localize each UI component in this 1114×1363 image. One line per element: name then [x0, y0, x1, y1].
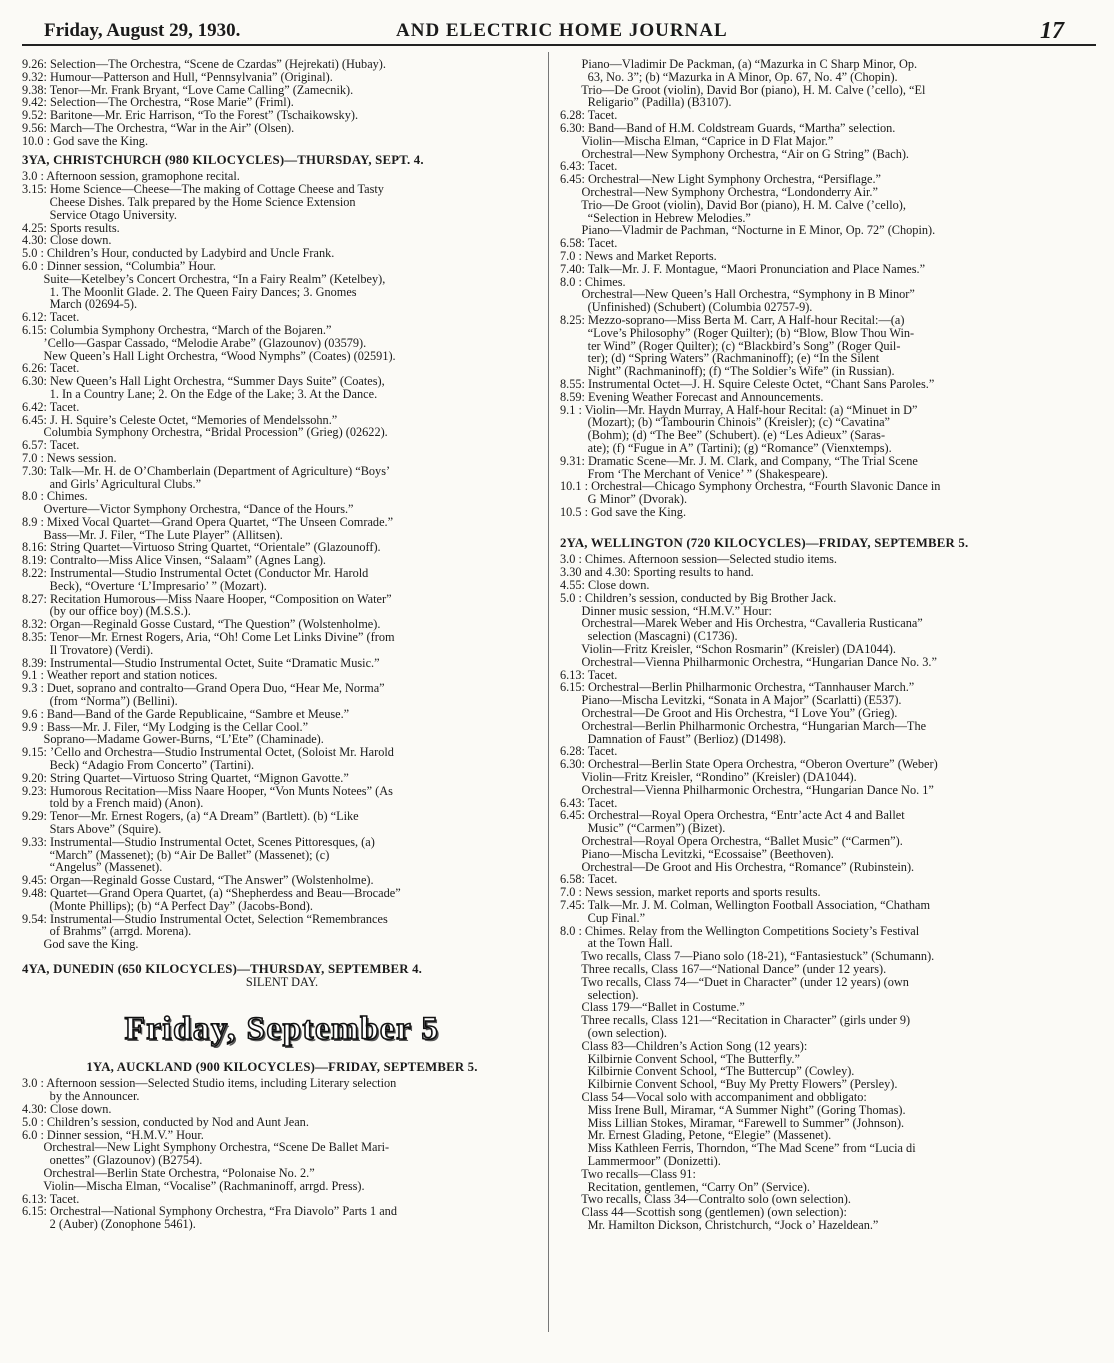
program-line: Bass—Mr. J. Filer, “The Lute Player” (Allitsen). — [22, 527, 283, 542]
program-line: Orchestral—Berlin State Orchestra, “Polonaise No. 2.” — [22, 1165, 315, 1180]
program-line: (by our office boy) (M.S.S.). — [22, 604, 191, 619]
program-line: 9.26: Selection—The Orchestra, “Scene de Czardas” (Hejrekati) (Hubay). — [22, 57, 386, 71]
program-line: Orchestral—Berlin Philharmonic Orchestra, “Hungarian March—The — [560, 718, 927, 733]
program-line: 8.55: Instrumental Octet—J. H. Squire Celeste Octet, “Chant Sans Paroles.” — [560, 376, 935, 391]
program-line: 4.30: Close down. — [22, 1101, 112, 1116]
program-line: 9.42: Selection—The Orchestra, “Rose Marie” (Friml). — [22, 95, 294, 110]
program-line: 9.20: String Quartet—Virtuoso String Quartet, “Mignon Gavotte.” — [22, 770, 349, 785]
program-line: Two recalls—Class 91: — [560, 1166, 696, 1181]
program-line: 6.30: Band—Band of H.M. Coldstream Guards, “Martha” selection. — [560, 120, 896, 135]
program-line: Orchestral—Marek Weber and His Orchestra, “Cavalleria Rusticana” — [560, 616, 923, 631]
program-line: 4.25: Sports results. — [22, 220, 120, 235]
header-date: Friday, August 29, 1930. — [44, 20, 241, 41]
program-line: Orchestral—Vienna Philharmonic Orchestra, “Hungarian Dance No. 3.” — [560, 654, 937, 669]
program-line: Piano—Vladmir de Pachman, “Nocturne in E Minor, Op. 72” (Chopin). — [560, 223, 936, 238]
program-line: 3.0 : Afternoon session—Selected Studio items, including Literary selection — [22, 1076, 397, 1091]
program-line: “Angelus” (Massenet). — [22, 860, 163, 875]
program-line: Class 54—Vocal solo with accompaniment and obbligato: — [560, 1089, 867, 1104]
program-line: Violin—Fritz Kreisler, “Rondino” (Kreisler) (DA1044). — [560, 770, 857, 785]
program-line: Soprano—Madame Gower-Burns, “L’Ete” (Chaminade). — [22, 732, 324, 747]
program-line: Two recalls, Class 34—Contralto solo (own selection). — [560, 1192, 851, 1207]
program-line: 1. The Moonlit Glade. 2. The Queen Fairy Dances; 3. Gnomes — [22, 284, 357, 299]
program-line: 9.48: Quartet—Grand Opera Quartet, (a) “Shepherdess and Beau—Brocade” — [22, 886, 401, 900]
program-line: 6.12: Tacet. — [22, 310, 80, 325]
program-line: (from “Norma”) (Bellini). — [22, 694, 178, 709]
left-column — [22, 58, 542, 1231]
program-line: ate); (f) “Fugue in A” (Tartini); (g) “Romance” (Vienxtemps). — [560, 440, 892, 455]
program-line: Columbia Symphony Orchestra, “Bridal Procession” (Grieg) (02622). — [22, 425, 388, 440]
program-block-3ya-thursday — [22, 170, 542, 951]
program-line: and Girls’ Agricultural Clubs.” — [22, 476, 202, 491]
header-journal-title: AND ELECTRIC HOME JOURNAL — [396, 20, 728, 41]
program-line: (Monte Phillips); (b) “A Perfect Day” (Jacobs-Bond). — [22, 898, 313, 913]
program-line: Trio—De Groot (violin), David Bor (piano), H. M. Calve (’cello), “El — [560, 82, 926, 97]
program-line: Miss Lillian Stokes, Miramar, “Farewell to Summer” (Johnson). — [560, 1115, 905, 1130]
program-line: 9.23: Humorous Recitation—Miss Naare Hooper, “Von Munts Notees” (As — [22, 783, 393, 798]
program-line: Recitation, gentlemen, “Carry On” (Service). — [560, 1179, 810, 1194]
program-line: Suite—Ketelbey’s Concert Orchestra, “In a Fairy Realm” (Ketelbey), — [22, 271, 386, 286]
program-line: “Selection in Hebrew Melodies.” — [560, 210, 751, 225]
program-line: 3.0 : Chimes. Afternoon session—Selected studio items. — [560, 552, 837, 567]
program-line: 8.0 : Chimes. Relay from the Wellington Competitions Society’s Festival — [560, 923, 920, 938]
program-line: Beck), “Overture ‘L’Impresario’ ” (Mozart). — [22, 578, 267, 593]
program-line: Damnation of Faust” (Berlioz) (D1498). — [560, 731, 787, 746]
program-line: 9.32: Humour—Patterson and Hull, “Pennsylvania” (Original). — [22, 69, 333, 84]
program-line: 1. In a Country Lane; 2. On the Edge of the Lake; 3. At the Dance. — [22, 386, 378, 401]
program-line: Violin—Mischa Elman, “Vocalise” (Rachmaninoff, arrgd. Press). — [22, 1178, 365, 1193]
program-line: 6.13: Tacet. — [22, 1191, 80, 1206]
program-line: New Queen’s Hall Light Orchestra, “Wood Nymphs” (Coates) (02591). — [22, 348, 396, 363]
program-line: (Bohm); (d) “The Bee” (Schubert). (e) “Les Adieux” (Saras- — [560, 428, 886, 443]
program-line: (Mozart); (b) “Tambourin Chinois” (Kreisler); (c) “Cavatina” — [560, 415, 891, 430]
program-line: selection). — [560, 987, 639, 1002]
program-line: 7.40: Talk—Mr. J. F. Montague, “Maori Pronunciation and Place Names.” — [560, 261, 926, 276]
program-line: 5.0 : Children’s session, conducted by Nod and Aunt Jean. — [22, 1114, 309, 1129]
program-line: 3.30 and 4.30: Sporting results to hand. — [560, 565, 754, 580]
program-line: 9.15: ’Cello and Orchestra—Studio Instrumental Octet, (Soloist Mr. Harold — [22, 745, 394, 760]
program-line: Violin—Mischa Elman, “Caprice in D Flat Major.” — [560, 133, 834, 148]
program-line: 7.45: Talk—Mr. J. M. Colman, Wellington Football Association, “Chatham — [560, 898, 931, 912]
program-line: Orchestral—De Groot and His Orchestra, “I Love You” (Grieg). — [560, 706, 898, 721]
program-line: (own selection). — [560, 1025, 667, 1040]
program-line: 3.0 : Afternoon session, gramophone recital. — [22, 169, 240, 184]
program-line: 7.0 : News and Market Reports. — [560, 248, 717, 263]
program-line: Piano—Mischa Levitzki, “Sonata in A Major” (Scarlatti) (E537). — [560, 693, 902, 708]
program-line: at the Town Hall. — [560, 936, 673, 951]
program-line: (Unfinished) (Schubert) (Columbia 02757-9). — [560, 300, 813, 315]
program-line: Orchestral—New Symphony Orchestra, “Londonderry Air.” — [560, 184, 878, 199]
program-block-2ya-friday — [560, 553, 1098, 1231]
program-line: by the Announcer. — [22, 1089, 140, 1104]
program-line: Orchestral—New Queen’s Hall Orchestra, “Symphony in B Minor” — [560, 287, 915, 302]
program-line: Class 44—Scottish song (gentlemen) (own selection): — [560, 1205, 847, 1220]
program-line: of Brahms” (arrgd. Morena). — [22, 924, 192, 939]
program-line: Night” (Rachmaninoff); (f) “The Soldier’s Wife” (in Russian). — [560, 364, 895, 379]
program-line: 8.19: Contralto—Miss Alice Vinsen, “Salaam” (Agnes Lang). — [22, 553, 327, 568]
page-number: 17 — [1040, 18, 1064, 44]
program-line: Three recalls, Class 167—“National Dance” (under 12 years). — [560, 961, 887, 976]
program-line: 9.6 : Band—Band of the Garde Republicaine, “Sambre et Meuse.” — [22, 706, 350, 721]
program-line: Piano—Mischa Levitzki, “Ecossaise” (Beethoven). — [560, 846, 834, 861]
program-line: Cheese Dishes. Talk prepared by the Home Science Extension — [22, 194, 356, 209]
program-line: 9.1 : Weather report and station notices. — [22, 668, 218, 683]
station-heading-2ya: 2YA, WELLINGTON (720 KILOCYCLES)—FRIDAY, SEPTEMBER 5. — [560, 535, 969, 550]
program-line: Three recalls, Class 121—“Recitation in Character” (girls under 9) — [560, 1013, 911, 1028]
program-line: selection (Mascagni) (C1736). — [560, 629, 738, 644]
program-line: Kilbirnie Convent School, “The Butterfly.” — [560, 1051, 800, 1066]
program-line: 6.0 : Dinner session, “H.M.V.” Hour. — [22, 1127, 204, 1142]
program-line: Service Otago University. — [22, 207, 177, 222]
page-header — [0, 0, 1114, 44]
program-line: told by a French maid) (Anon). — [22, 796, 204, 811]
program-line: Music” (“Carmen”) (Bizet). — [560, 821, 726, 836]
program-line: Lammermoor” (Donizetti). — [560, 1153, 721, 1168]
program-line: 8.0 : Chimes. — [22, 489, 88, 504]
program-line: 6.45: Orchestral—Royal Opera Orchestra, “Entr’acte Act 4 and Ballet — [560, 808, 905, 823]
program-line: 4.55: Close down. — [560, 578, 650, 593]
program-line: onettes” (Glazounov) (B2754). — [22, 1153, 203, 1168]
program-block-1ya-friday-cont — [560, 58, 1098, 519]
program-line: 8.59: Evening Weather Forecast and Announcements. — [560, 389, 824, 404]
program-line: 6.43: Tacet. — [560, 159, 618, 174]
program-line: 6.58: Tacet. — [560, 236, 618, 251]
right-column — [560, 58, 1098, 1232]
program-line: 6.57: Tacet. — [22, 438, 80, 453]
program-line: Orchestral—De Groot and His Orchestra, “Romance” (Rubinstein). — [560, 859, 915, 874]
program-line: 9.29: Tenor—Mr. Ernest Rogers, (a) “A Dream” (Bartlett). (b) “Like — [22, 809, 359, 824]
program-line: 3.15: Home Science—Cheese—The making of Cottage Cheese and Tasty — [22, 182, 384, 197]
station-heading-3ya: 3YA, CHRISTCHURCH (980 KILOCYCLES)—THURSDAY, SEPT. 4. — [22, 152, 424, 167]
program-line: 6.45: Orchestral—New Light Symphony Orchestra, “Persiflage.” — [560, 172, 881, 187]
program-line: From ‘The Merchant of Venice’ ” (Shakespeare). — [560, 466, 828, 481]
program-line: “Love’s Philosophy” (Roger Quilter); (b) “Blow, Blow Thou Win- — [560, 325, 915, 340]
program-line: Orchestral—New Symphony Orchestra, “Air on G String” (Bach). — [560, 146, 910, 161]
program-line: Religario” (Padilla) (B3107). — [560, 95, 732, 110]
program-line: 8.39: Instrumental—Studio Instrumental Octet, Suite “Dramatic Music.” — [22, 655, 380, 670]
program-line: 9.9 : Bass—Mr. J. Filer, “My Lodging is the Cellar Cool.” — [22, 719, 309, 734]
program-line: 7.0 : News session. — [22, 450, 117, 465]
program-line: 6.15: Columbia Symphony Orchestra, “March of the Bojaren.” — [22, 322, 332, 337]
program-line: Orchestral—New Light Symphony Orchestra, “Scene De Ballet Mari- — [22, 1140, 390, 1155]
station-heading-1ya: 1YA, AUCKLAND (900 KILOCYCLES)—FRIDAY, SEPTEMBER 5. — [86, 1059, 478, 1074]
program-line: Il Trovatore) (Verdi). — [22, 642, 154, 657]
program-line: 9.45: Organ—Reginald Gosse Custard, “The Answer” (Wolstenholme). — [22, 873, 374, 888]
program-line: 8.32: Organ—Reginald Gosse Custard, “The Question” (Wolstenholme). — [22, 617, 381, 632]
program-line: God save the King. — [22, 937, 139, 952]
program-line: Mr. Hamilton Dickson, Christchurch, “Jock o’ Hazeldean.” — [560, 1217, 879, 1232]
program-line: 8.16: String Quartet—Virtuoso String Quartet, “Orientale” (Glazounoff). — [22, 540, 381, 555]
program-line: Violin—Fritz Kreisler, “Schon Rosmarin” (Kreisler) (DA1044). — [560, 642, 896, 657]
program-line: Kilbirnie Convent School, “The Buttercup” (Cowley). — [560, 1064, 855, 1079]
program-line: 9.31: Dramatic Scene—Mr. J. M. Clark, and Company, “The Trial Scene — [560, 453, 918, 468]
program-line: 6.58: Tacet. — [560, 872, 618, 887]
program-line: Overture—Victor Symphony Orchestra, “Dance of the Hours.” — [22, 502, 354, 517]
program-line: 7.30: Talk—Mr. H. de O’Chamberlain (Department of Agriculture) “Boys’ — [22, 463, 391, 478]
program-line: March (02694-5). — [22, 297, 138, 312]
program-line: 6.13: Tacet. — [560, 667, 618, 682]
program-line: Miss Irene Bull, Miramar, “A Summer Night” (Goring Thomas). — [560, 1102, 906, 1117]
program-block-1ya-friday — [22, 1077, 542, 1231]
program-line: 6.30: New Queen’s Hall Light Orchestra, “Summer Days Suite” (Coates), — [22, 374, 385, 389]
program-line: 8.22: Instrumental—Studio Instrumental Octet (Conductor Mr. Harold — [22, 566, 369, 581]
program-line: 9.1 : Violin—Mr. Haydn Murray, A Half-hour Recital: (a) “Minuet in D” — [560, 402, 918, 417]
program-line: 2 (Auber) (Zonophone 5461). — [22, 1217, 196, 1232]
program-line: ter Wind” (Roger Quilter); (c) “Blackbird’s Song” (Roger Quil- — [560, 338, 901, 353]
program-line: 8.25: Mezzo-soprano—Miss Berta M. Carr, A Half-hour Recital:—(a) — [560, 312, 905, 327]
program-line: 10.1 : Orchestral—Chicago Symphony Orchestra, “Fourth Slavonic Dance in — [560, 479, 941, 494]
program-line: Dinner music session, “H.M.V.” Hour: — [560, 603, 772, 618]
program-line: Beck) “Adagio From Concerto” (Tartini). — [22, 758, 255, 773]
program-line: 63, No. 3”; (b) “Mazurka in A Minor, Op. 67, No. 4” (Chopin). — [560, 69, 898, 84]
program-line: Orchestral—Vienna Philharmonic Orchestra, “Hungarian Dance No. 1” — [560, 782, 934, 797]
silent-day-note: SILENT DAY. — [245, 974, 319, 989]
program-line: Class 179—“Ballet in Costume.” — [560, 1000, 745, 1015]
program-line: 9.33: Instrumental—Studio Instrumental Octet, Scenes Pittoresques, (a) — [22, 834, 375, 849]
program-line: 6.42: Tacet. — [22, 399, 80, 414]
program-line: ’Cello—Gaspar Cassado, “Melodie Arabe” (Glazounov) (03579). — [22, 335, 367, 350]
program-line: G Minor” (Dvorak). — [560, 492, 688, 507]
program-line: 4.30: Close down. — [22, 233, 112, 248]
program-line: 6.30: Orchestral—Berlin State Opera Orchestra, “Oberon Overture” (Weber) — [560, 757, 938, 772]
program-line: Trio—De Groot (violin), David Bor (piano), H. M. Calve (’cello), — [560, 197, 906, 212]
program-line: 10.5 : God save the King. — [560, 504, 687, 519]
program-line: Orchestral—Royal Opera Orchestra, “Ballet Music” (“Carmen”). — [560, 834, 903, 849]
program-line: Class 83—Children’s Action Song (12 years): — [560, 1038, 808, 1053]
program-line: Miss Kathleen Ferris, Thorndon, “The Mad Scene” from “Lucia di — [560, 1141, 916, 1156]
program-line: 9.3 : Duet, soprano and contralto—Grand Opera Duo, “Hear Me, Norma” — [22, 681, 385, 696]
program-line: 9.56: March—The Orchestra, “War in the Air” (Olsen). — [22, 120, 295, 135]
program-line: 6.15: Orchestral—National Symphony Orchestra, “Fra Diavolo” Parts 1 and — [22, 1204, 397, 1219]
program-line: 8.27: Recitation Humorous—Miss Naare Hooper, “Composition on Water” — [22, 591, 392, 606]
program-line: Piano—Vladimir De Packman, (a) “Mazurka in C Sharp Minor, Op. — [560, 57, 918, 71]
header-rule — [22, 44, 1096, 46]
column-divider — [548, 52, 549, 1332]
program-line: 8.9 : Mixed Vocal Quartet—Grand Opera Quartet, “The Unseen Comrade.” — [22, 514, 394, 529]
program-line: 8.0 : Chimes. — [560, 274, 626, 289]
program-line: “March” (Massenet); (b) “Air De Ballet” (Massenet); (c) — [22, 847, 330, 862]
program-line: 7.0 : News session, market reports and sports results. — [560, 885, 821, 900]
program-line: Cup Final.” — [560, 910, 646, 925]
program-line: 6.43: Tacet. — [560, 795, 618, 810]
program-line: 6.45: J. H. Squire’s Celeste Octet, “Memories of Mendelssohn.” — [22, 412, 338, 427]
program-line: Mr. Ernest Glading, Petone, “Elegie” (Massenet). — [560, 1128, 832, 1143]
station-heading-4ya: 4YA, DUNEDIN (650 KILOCYCLES)—THURSDAY, SEPTEMBER 4. — [22, 961, 423, 976]
program-line: 5.0 : Children’s Hour, conducted by Ladybird and Uncle Frank. — [22, 246, 335, 261]
program-line: 5.0 : Children’s session, conducted by Big Brother Jack. — [560, 590, 837, 605]
program-line: 10.0 : God save the King. — [22, 133, 149, 148]
program-block-2ya-thursday-end — [22, 58, 542, 148]
program-line: Kilbirnie Convent School, “Buy My Pretty Flowers” (Persley). — [560, 1077, 898, 1092]
program-line: 9.52: Baritone—Mr. Eric Harrison, “To the Forest” (Tschaikowsky). — [22, 108, 359, 123]
program-line: 9.54: Instrumental—Studio Instrumental Octet, Selection “Remembrances — [22, 911, 388, 926]
day-title: Friday, September 5 — [124, 1010, 440, 1047]
program-line: 8.35: Tenor—Mr. Ernest Rogers, Aria, “Oh! Come Let Links Divine” (from — [22, 630, 395, 645]
program-line: 6.28: Tacet. — [560, 744, 618, 759]
program-line: 6.15: Orchestral—Berlin Philharmonic Orchestra, “Tannhauser March.” — [560, 680, 915, 695]
program-line: ter); (d) “Spring Waters” (Rachmaninoff); (e) “In the Silent — [560, 351, 880, 366]
program-line: 6.28: Tacet. — [560, 108, 618, 123]
program-line: 6.26: Tacet. — [22, 361, 80, 376]
program-line: Two recalls, Class 74—“Duet in Character” (under 12 years) (own — [560, 974, 909, 989]
program-line: 9.38: Tenor—Mr. Frank Bryant, “Love Came Calling” (Zamecnik). — [22, 82, 354, 97]
program-line: Stars Above” (Squire). — [22, 822, 162, 837]
program-line: Two recalls, Class 7—Piano solo (18-21), “Fantasiestuck” (Schumann). — [560, 949, 935, 964]
program-line: 6.0 : Dinner session, “Columbia” Hour. — [22, 258, 216, 273]
